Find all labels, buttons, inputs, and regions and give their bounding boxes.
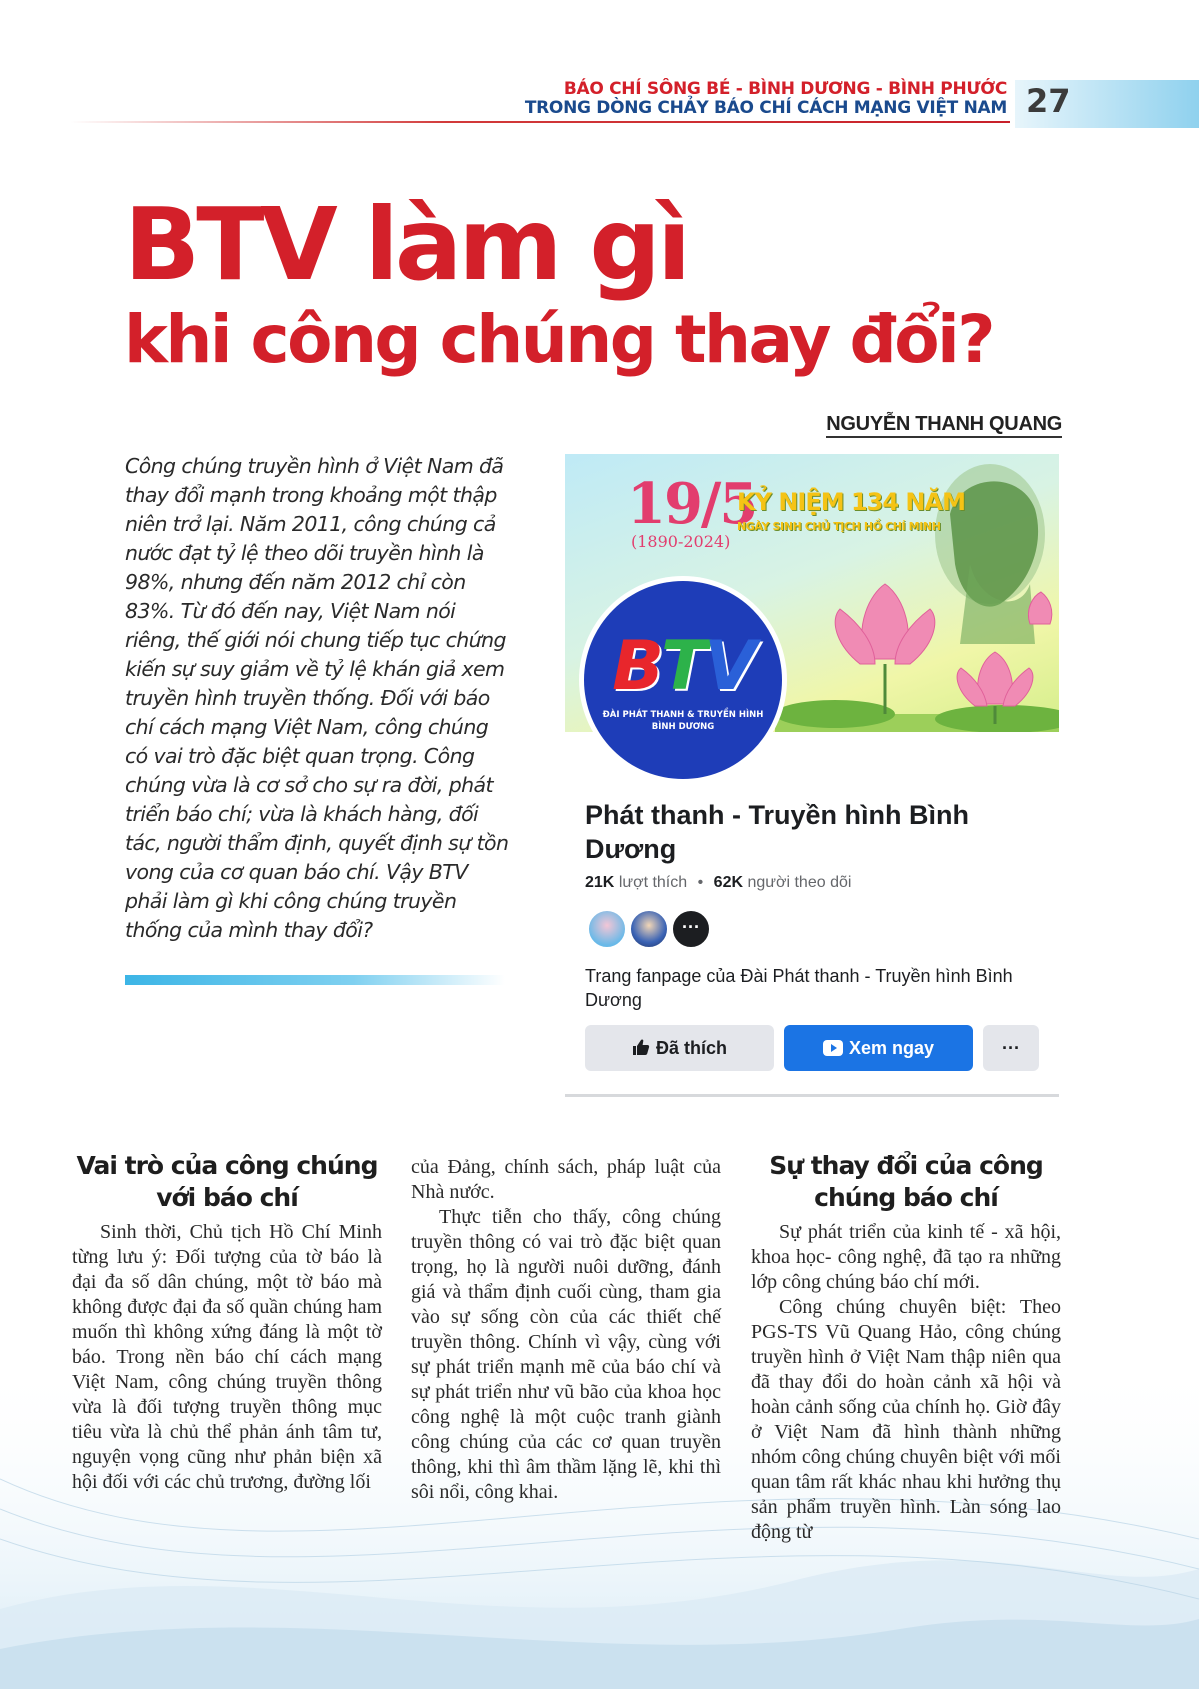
page-stats[interactable] bbox=[585, 874, 851, 892]
play-video-icon bbox=[823, 1027, 843, 1073]
liked-button[interactable] bbox=[585, 1025, 774, 1071]
likes-label: lượt thích bbox=[618, 874, 688, 891]
profile-picture[interactable] bbox=[579, 576, 787, 784]
body-column-1 bbox=[72, 1150, 382, 1495]
more-options-button[interactable]: ··· bbox=[983, 1025, 1039, 1071]
running-header bbox=[525, 80, 1007, 118]
followers-label: người theo dõi bbox=[747, 874, 852, 891]
liked-button-label: Đã thích bbox=[655, 1038, 727, 1058]
paragraph: Công chúng chuyên biệt: Theo PGS-TS Vũ Quang Hảo, công chúng truyền hình ở Việt Nam thập niên qua đã thay đổi do hoàn cảnh xã hội và hoàn cảnh sống của chính họ. Giờ đây ở Việt Nam đã hình thành những nhóm công chúng chuyên biệt với mối quan tâm rất khác nhau khi hưởng thụ sản phẩm truyền hình. Làn sóng lao động từ bbox=[751, 1296, 1061, 1543]
likes-count: 21K bbox=[585, 874, 615, 891]
watch-now-button[interactable] bbox=[784, 1025, 973, 1071]
header-line-1: BÁO CHÍ SÔNG BÉ - BÌNH DƯƠNG - BÌNH PHƯỚC bbox=[563, 79, 1007, 99]
avatar[interactable] bbox=[629, 909, 669, 949]
body-column-3 bbox=[751, 1150, 1061, 1545]
body-column-2 bbox=[411, 1155, 721, 1505]
btv-logo bbox=[584, 581, 782, 779]
cover-anniversary-text: KỶ NIỆM 134 NĂM bbox=[737, 488, 965, 516]
lotus-illustration bbox=[775, 564, 1059, 732]
facebook-page-card bbox=[565, 454, 1059, 1097]
followers-count: 62K bbox=[713, 874, 744, 891]
stats-separator: • bbox=[697, 874, 704, 891]
thumbs-up-icon bbox=[632, 1027, 650, 1073]
article-title-line-1: BTV làm gì bbox=[124, 186, 688, 303]
article-title-line-2: khi công chúng thay đổi? bbox=[124, 301, 993, 378]
cover-years: (1890-2024) bbox=[631, 532, 731, 551]
page-description: Trang fanpage của Đài Phát thanh - Truyền hình Bình Dương bbox=[585, 966, 1013, 1010]
watch-now-button-label: Xem ngay bbox=[848, 1038, 935, 1058]
paragraph: của Đảng, chính sách, pháp luật của Nhà nước. bbox=[411, 1156, 721, 1203]
avatar[interactable] bbox=[587, 909, 627, 949]
more-avatars-icon[interactable]: ··· bbox=[671, 909, 711, 949]
section-heading-change: Sự thay đổi của công chúng báo chí bbox=[769, 1151, 1043, 1212]
article-lead: Công chúng truyền hình ở Việt Nam đã thay đổi mạnh trong khoảng một thập niên trở lại. Năm 2011, công chúng cả nước đạt tỷ lệ theo dõi truyền hình là 98%, nhưng đến năm 2012 chỉ còn 83%. Từ đó đến nay, Việt Nam nói riêng, thế giới nói chung tiếp tục chứng kiến sự suy giảm về tỷ lệ khán giả xem truyền hình truyền thống. Đối với báo chí cách mạng Việt Nam, công chúng có vai trò đặc biệt quan trọng. Công chúng vừa là cơ sở cho sự ra đời, phát triển báo chí; vừa là khách hàng, đối tác, người thẩm định, quyết định sự tồn vong của cơ quan báo chí. Vậy BTV phải làm gì khi công chúng truyền thống của mình thay đổi? bbox=[125, 454, 509, 942]
cover-birthday-text: NGÀY SINH CHỦ TỊCH HỒ CHÍ MINH bbox=[737, 520, 941, 533]
paragraph: Sự phát triển của kinh tế - xã hội, khoa học- công nghệ, đã tạo ra những lớp công chúng báo chí mới. bbox=[751, 1221, 1061, 1293]
section-heading-role: Vai trò của công chúng với báo chí bbox=[76, 1151, 378, 1212]
btv-logo-letters: BTV bbox=[612, 627, 754, 706]
article-author: NGUYỄN THANH QUANG bbox=[826, 412, 1062, 438]
header-divider bbox=[70, 121, 1010, 123]
paragraph: Sinh thời, Chủ tịch Hồ Chí Minh từng lưu ý: Đối tượng của tờ báo là đại đa số dân chúng, một tờ báo mà không được đại đa số quần chúng ham muốn thì không xứng đáng là một tờ báo. Trong nền báo chí cách mạng Việt Nam, công chúng truyền thông vừa là đối tượng truyền thông mục tiêu vừa là chủ thể phản ánh tâm tư, nguyện vọng cũng như phản biện xã hội đối với các chủ trương, đường lối bbox=[72, 1221, 382, 1493]
page-number: 27 bbox=[1026, 82, 1071, 120]
cover-date: 19/5 bbox=[627, 471, 757, 537]
btv-logo-subtitle: ĐÀI PHÁT THANH & TRUYỀN HÌNH BÌNH DƯƠNG bbox=[602, 710, 764, 732]
paragraph: Thực tiễn cho thấy, công chúng truyền thông có vai trò đặc biệt quan trọng, họ là người nuôi dưỡng, đánh giá và thẩm định cuối cùng, tham gia vào sự sống còn của các thiết chế truyền thông. Chính vì vậy, cùng với sự phát triển mạnh mẽ của báo chí và sự phát triển như vũ bão của khoa học công nghệ là một cuộc tranh giành công chúng của các cơ quan truyền thông, khi thì âm thầm lặng lẽ, khi thì sôi nổi, công khai. bbox=[411, 1206, 721, 1503]
header-line-2: TRONG DÒNG CHẢY BÁO CHÍ CÁCH MẠNG VIỆT NAM bbox=[524, 98, 1007, 118]
page-name[interactable]: Phát thanh - Truyền hình Bình Dương bbox=[585, 800, 969, 864]
lead-accent-bar bbox=[125, 975, 505, 985]
